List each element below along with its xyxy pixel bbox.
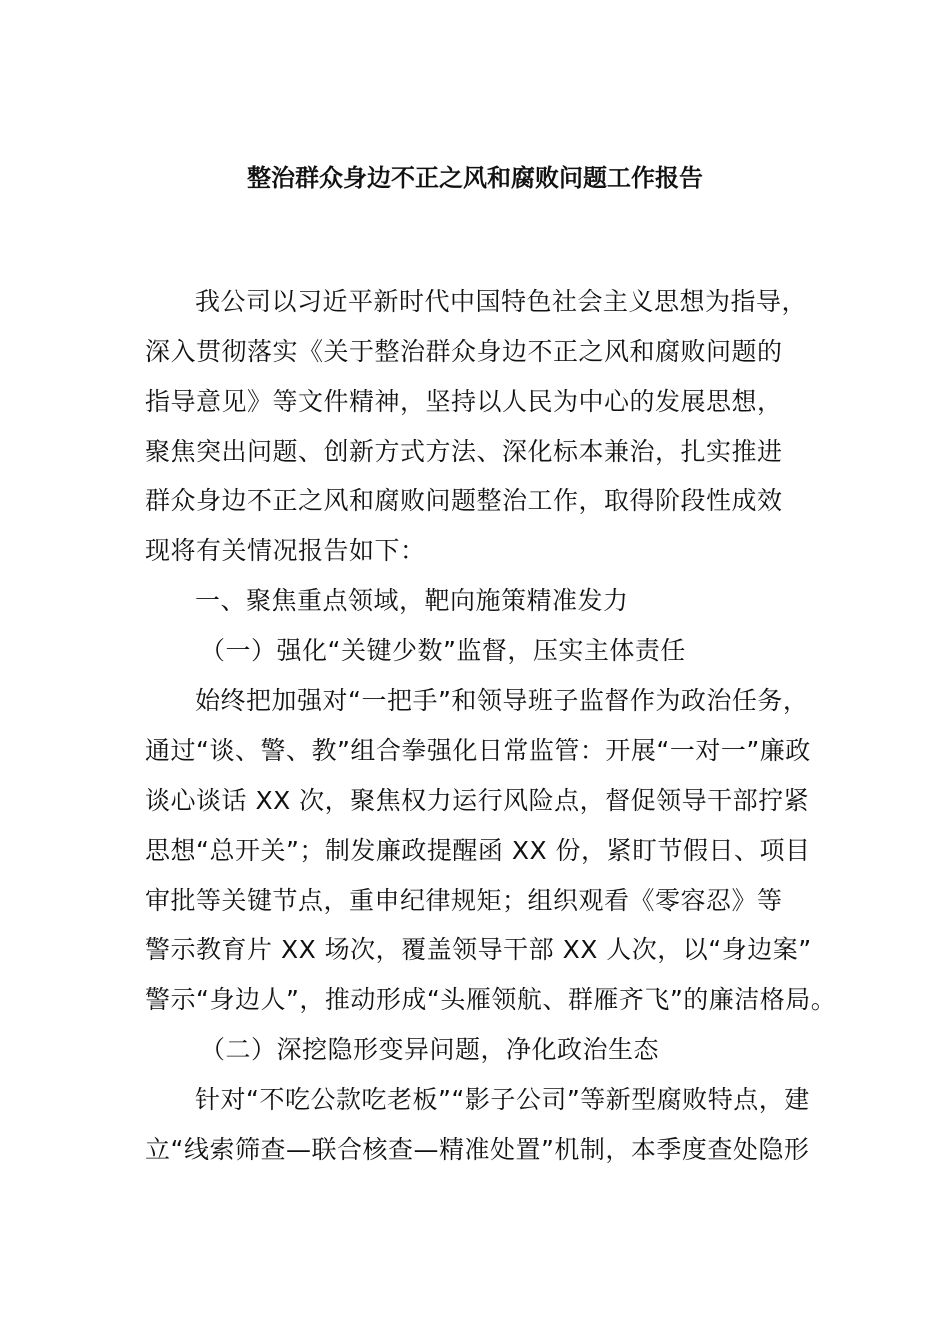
paragraph-line: 深入贯彻落实《关于整治群众身边不正之风和腐败问题的 <box>145 337 783 366</box>
paragraph-line: 审批等关键节点，重申纪律规矩；组织观看《零容忍》等 <box>145 886 783 915</box>
paragraph-line: 针对“不吃公款吃老板”“影子公司”等新型腐败特点，建 <box>195 1085 810 1114</box>
paragraph-line: 指导意见》等文件精神，坚持以人民为中心的发展思想， <box>145 387 783 416</box>
paragraph-line: 我公司以习近平新时代中国特色社会主义思想为指导， <box>195 287 808 316</box>
paragraph-line: 群众身边不正之风和腐败问题整治工作，取得阶段性成效 <box>145 486 783 515</box>
paragraph-line: 立“线索筛查—联合核查—精准处置”机制，本季度查处隐形 <box>145 1135 810 1164</box>
subsection-heading: （二）深挖隐形变异问题，净化政治生态 <box>200 1035 660 1064</box>
paragraph-line: 警示教育片 XX 场次，覆盖领导干部 XX 人次，以“身边案” <box>145 935 812 964</box>
paragraph-line: 警示“身边人”，推动形成“头雁领航、群雁齐飞”的廉洁格局。 <box>145 985 837 1014</box>
subsection-heading: （一）强化“关键少数”监督，压实主体责任 <box>200 636 686 665</box>
paragraph-line: 思想“总开关”；制发廉政提醒函 XX 份，紧盯节假日、项目 <box>145 836 811 865</box>
document-title: 整治群众身边不正之风和腐败问题工作报告 <box>247 164 703 192</box>
paragraph-line: 聚焦突出问题、创新方式方法、深化标本兼治，扎实推进 <box>145 437 783 466</box>
paragraph-line: 通过“谈、警、教”组合拳强化日常监管：开展“一对一”廉政 <box>145 736 811 765</box>
paragraph-line: 谈心谈话 XX 次，聚焦权力运行风险点，督促领导干部拧紧 <box>145 786 810 815</box>
paragraph-line: 始终把加强对“一把手”和领导班子监督作为政治任务， <box>195 686 809 715</box>
section-heading: 一、聚焦重点领域，靶向施策精准发力 <box>195 586 629 615</box>
paragraph-line: 现将有关情况报告如下： <box>145 536 426 565</box>
